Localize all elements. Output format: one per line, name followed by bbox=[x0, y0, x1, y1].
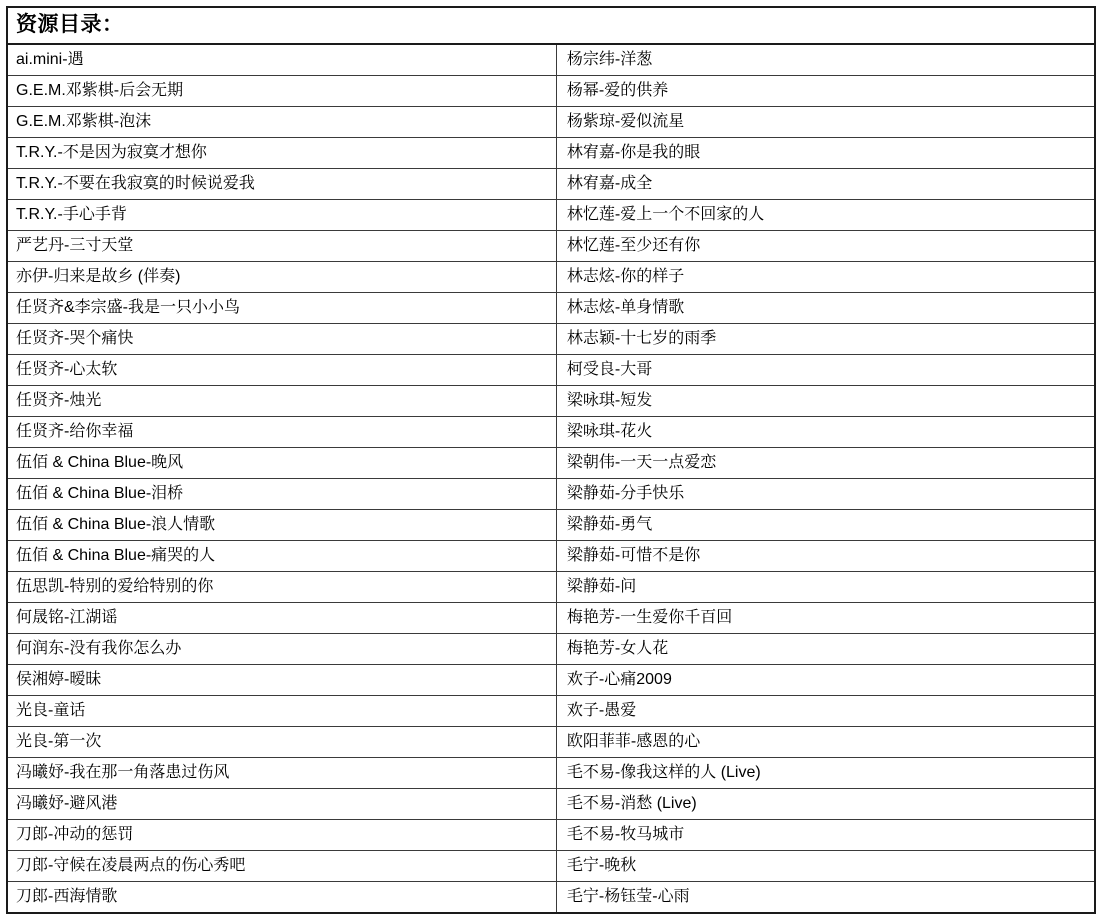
table-row bbox=[8, 727, 1094, 758]
catalog-entry: 毛宁-晚秋 bbox=[556, 851, 1094, 882]
resource-catalog-panel bbox=[6, 6, 1096, 914]
table-row bbox=[8, 355, 1094, 386]
catalog-entry: 林志炫-你的样子 bbox=[556, 262, 1094, 293]
page-title: 资源目录： bbox=[16, 13, 124, 36]
catalog-entry: 伍思凯-特别的爱给特别的你 bbox=[8, 572, 556, 603]
catalog-entry: 林宥嘉-你是我的眼 bbox=[556, 138, 1094, 169]
catalog-entry: 任贤齐&李宗盛-我是一只小小鸟 bbox=[8, 293, 556, 324]
catalog-entry: 林志炫-单身情歌 bbox=[556, 293, 1094, 324]
catalog-entry: 何晟铭-江湖谣 bbox=[8, 603, 556, 634]
catalog-entry: 刀郎-冲动的惩罚 bbox=[8, 820, 556, 851]
catalog-entry: 光良-第一次 bbox=[8, 727, 556, 758]
table-row bbox=[8, 262, 1094, 293]
catalog-entry: 梁朝伟-一天一点爱恋 bbox=[556, 448, 1094, 479]
catalog-table bbox=[8, 45, 1094, 912]
table-row bbox=[8, 572, 1094, 603]
table-row bbox=[8, 510, 1094, 541]
catalog-entry: 伍佰 & China Blue-浪人情歌 bbox=[8, 510, 556, 541]
table-row bbox=[8, 696, 1094, 727]
catalog-entry: 欢子-心痛2009 bbox=[556, 665, 1094, 696]
catalog-entry: 冯曦妤-避风港 bbox=[8, 789, 556, 820]
catalog-entry: 刀郎-西海情歌 bbox=[8, 882, 556, 913]
catalog-entry: 林忆莲-至少还有你 bbox=[556, 231, 1094, 262]
table-row bbox=[8, 231, 1094, 262]
table-row bbox=[8, 417, 1094, 448]
table-row bbox=[8, 541, 1094, 572]
catalog-entry: 毛不易-消愁 (Live) bbox=[556, 789, 1094, 820]
catalog-entry: 柯受良-大哥 bbox=[556, 355, 1094, 386]
catalog-entry: 亦伊-归来是故乡 (伴奏) bbox=[8, 262, 556, 293]
catalog-entry: T.R.Y.-不是因为寂寞才想你 bbox=[8, 138, 556, 169]
catalog-entry: 光良-童话 bbox=[8, 696, 556, 727]
catalog-entry: G.E.M.邓紫棋-后会无期 bbox=[8, 76, 556, 107]
catalog-entry: 毛不易-牧马城市 bbox=[556, 820, 1094, 851]
catalog-entry: 梁咏琪-短发 bbox=[556, 386, 1094, 417]
catalog-title-row bbox=[8, 8, 1094, 45]
catalog-entry: 梁静茹-可惜不是你 bbox=[556, 541, 1094, 572]
table-row bbox=[8, 820, 1094, 851]
catalog-entry: 伍佰 & China Blue-晚风 bbox=[8, 448, 556, 479]
table-row bbox=[8, 665, 1094, 696]
catalog-entry: 刀郎-守候在凌晨两点的伤心秀吧 bbox=[8, 851, 556, 882]
catalog-entry: 梁静茹-分手快乐 bbox=[556, 479, 1094, 510]
catalog-entry: ai.mini-遇 bbox=[8, 45, 556, 76]
table-row bbox=[8, 293, 1094, 324]
catalog-entry: 梁静茹-问 bbox=[556, 572, 1094, 603]
catalog-entry: 何润东-没有我你怎么办 bbox=[8, 634, 556, 665]
catalog-entry: 梅艳芳-一生爱你千百回 bbox=[556, 603, 1094, 634]
table-row bbox=[8, 76, 1094, 107]
table-row bbox=[8, 324, 1094, 355]
catalog-table-body bbox=[8, 45, 1094, 912]
catalog-entry: 杨幂-爱的供养 bbox=[556, 76, 1094, 107]
catalog-entry: 杨宗纬-洋葱 bbox=[566, 51, 653, 68]
catalog-entry: 毛宁-杨钰莹-心雨 bbox=[556, 882, 1094, 913]
table-row bbox=[8, 851, 1094, 882]
table-row bbox=[8, 479, 1094, 510]
table-row bbox=[8, 634, 1094, 665]
catalog-entry: 任贤齐-心太软 bbox=[8, 355, 556, 386]
catalog-entry: 毛不易-像我这样的人 (Live) bbox=[556, 758, 1094, 789]
catalog-entry: 侯湘婷-暧昧 bbox=[8, 665, 556, 696]
catalog-entry: 任贤齐-烛光 bbox=[8, 386, 556, 417]
table-row bbox=[8, 758, 1094, 789]
table-row bbox=[8, 603, 1094, 634]
catalog-entry: 冯曦妤-我在那一角落患过伤风 bbox=[8, 758, 556, 789]
catalog-entry: T.R.Y.-手心手背 bbox=[8, 200, 556, 231]
table-row bbox=[8, 448, 1094, 479]
catalog-entry: 杨紫琼-爱似流星 bbox=[556, 107, 1094, 138]
table-row bbox=[8, 169, 1094, 200]
catalog-entry: 梁静茹-勇气 bbox=[556, 510, 1094, 541]
table-row bbox=[8, 386, 1094, 417]
table-row bbox=[8, 45, 1094, 76]
catalog-entry: 伍佰 & China Blue-痛哭的人 bbox=[8, 541, 556, 572]
table-row bbox=[8, 200, 1094, 231]
catalog-entry: 欢子-愚爱 bbox=[556, 696, 1094, 727]
table-row bbox=[8, 789, 1094, 820]
table-row bbox=[8, 882, 1094, 913]
catalog-entry: 伍佰 & China Blue-泪桥 bbox=[8, 479, 556, 510]
catalog-entry: T.R.Y.-不要在我寂寞的时候说爱我 bbox=[8, 169, 556, 200]
catalog-entry: 任贤齐-给你幸福 bbox=[8, 417, 556, 448]
catalog-entry: 梅艳芳-女人花 bbox=[556, 634, 1094, 665]
catalog-entry: 任贤齐-哭个痛快 bbox=[8, 324, 556, 355]
catalog-entry: 梁咏琪-花火 bbox=[556, 417, 1094, 448]
catalog-entry: 林宥嘉-成全 bbox=[556, 169, 1094, 200]
table-row bbox=[8, 138, 1094, 169]
catalog-entry: 林忆莲-爱上一个不回家的人 bbox=[556, 200, 1094, 231]
catalog-entry: G.E.M.邓紫棋-泡沫 bbox=[8, 107, 556, 138]
catalog-entry: 严艺丹-三寸天堂 bbox=[8, 231, 556, 262]
catalog-entry: 林志颖-十七岁的雨季 bbox=[556, 324, 1094, 355]
table-row bbox=[8, 107, 1094, 138]
catalog-entry: 欧阳菲菲-感恩的心 bbox=[556, 727, 1094, 758]
